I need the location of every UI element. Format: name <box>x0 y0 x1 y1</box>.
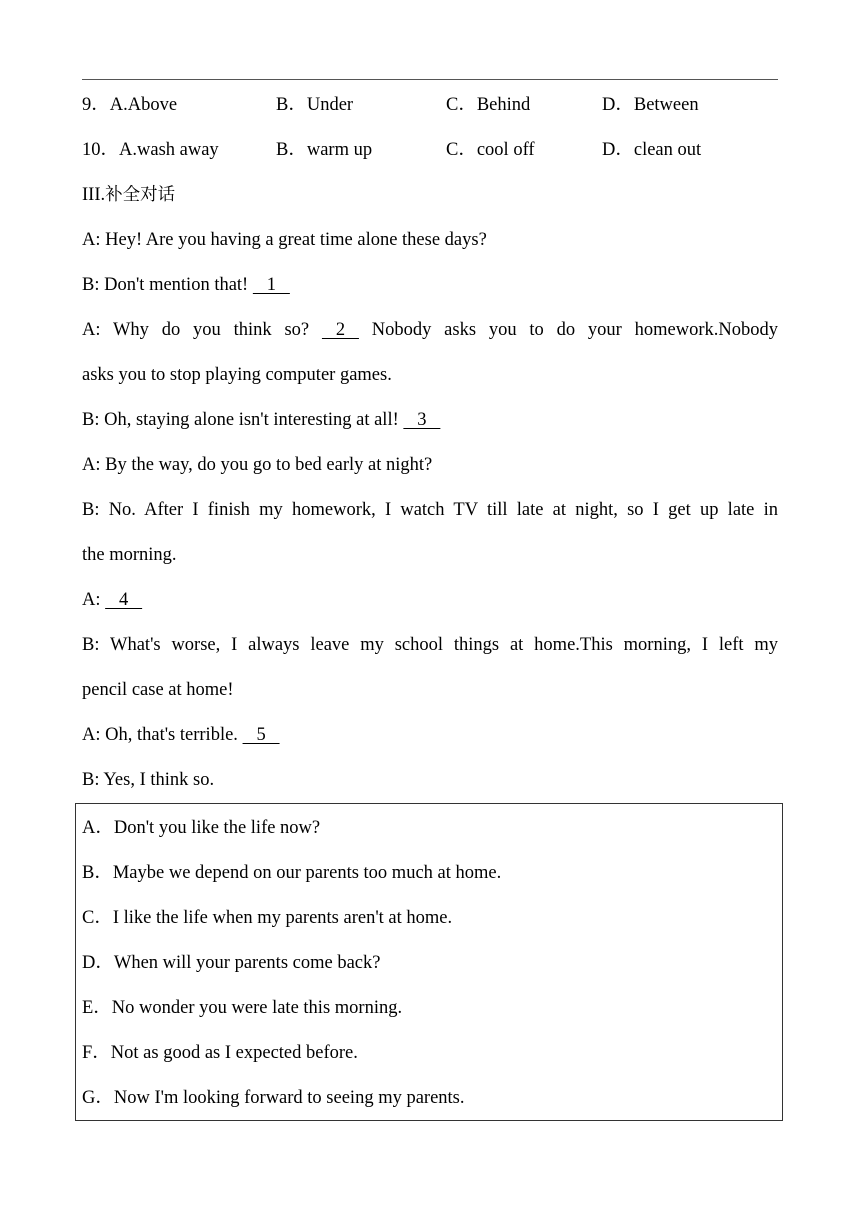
q9-option-c: C．Behind <box>446 95 531 115</box>
dialogue-line-10: B: Yes, I think so. <box>82 770 215 790</box>
q10-number-option-a: 10．A.wash away <box>82 140 219 160</box>
dialogue-line-9: A: Oh, that's terrible. 5 <box>82 725 280 745</box>
option-f: F．Not as good as I expected before. <box>82 1043 358 1063</box>
q10-option-d: D．clean out <box>602 140 702 160</box>
dialogue-line-7: A: 4 <box>82 590 143 610</box>
q9-number-option-a: 9．A.Above <box>82 95 178 115</box>
dialogue-line-3: A: Why do you think so? 2 Nobody asks you to do your homework.Nobody <box>82 320 778 340</box>
dialogue-line-6: B: No. After I finish my homework, I watch TV till late at night, so I get up late in <box>82 500 778 520</box>
option-c: C．I like the life when my parents aren't at home. <box>82 908 453 928</box>
option-e: E．No wonder you were late this morning. <box>82 998 403 1018</box>
option-a: A．Don't you like the life now? <box>82 818 321 838</box>
dialogue-line-2: B: Don't mention that! 1 <box>82 275 290 295</box>
q10-option-b: B．warm up <box>276 140 373 160</box>
q9-option-d: D．Between <box>602 95 699 115</box>
blank-5[interactable]: 5 <box>242 725 280 745</box>
blank-2[interactable]: 2 <box>321 320 359 340</box>
q9-option-b: B．Under <box>276 95 354 115</box>
section-title: III.补全对话 <box>82 185 176 205</box>
blank-3[interactable]: 3 <box>403 410 441 430</box>
header-rule <box>82 79 778 80</box>
option-d: D．When will your parents come back? <box>82 953 381 973</box>
dialogue-line-8: B: What's worse, I always leave my school things at home.This morning, I left my <box>82 635 778 655</box>
dialogue-line-1: A: Hey! Are you having a great time alone these days? <box>82 230 487 250</box>
dialogue-line-8-cont: pencil case at home! <box>82 680 234 700</box>
q10-option-c: C．cool off <box>446 140 535 160</box>
option-g: G．Now I'm looking forward to seeing my parents. <box>82 1088 465 1108</box>
dialogue-line-6-cont: the morning. <box>82 545 177 565</box>
blank-4[interactable]: 4 <box>105 590 143 610</box>
dialogue-line-5: A: By the way, do you go to bed early at night? <box>82 455 433 475</box>
dialogue-line-3-cont: asks you to stop playing computer games. <box>82 365 392 385</box>
blank-1[interactable]: 1 <box>252 275 290 295</box>
dialogue-line-4: B: Oh, staying alone isn't interesting at all! 3 <box>82 410 441 430</box>
option-b: B．Maybe we depend on our parents too much at home. <box>82 863 502 883</box>
